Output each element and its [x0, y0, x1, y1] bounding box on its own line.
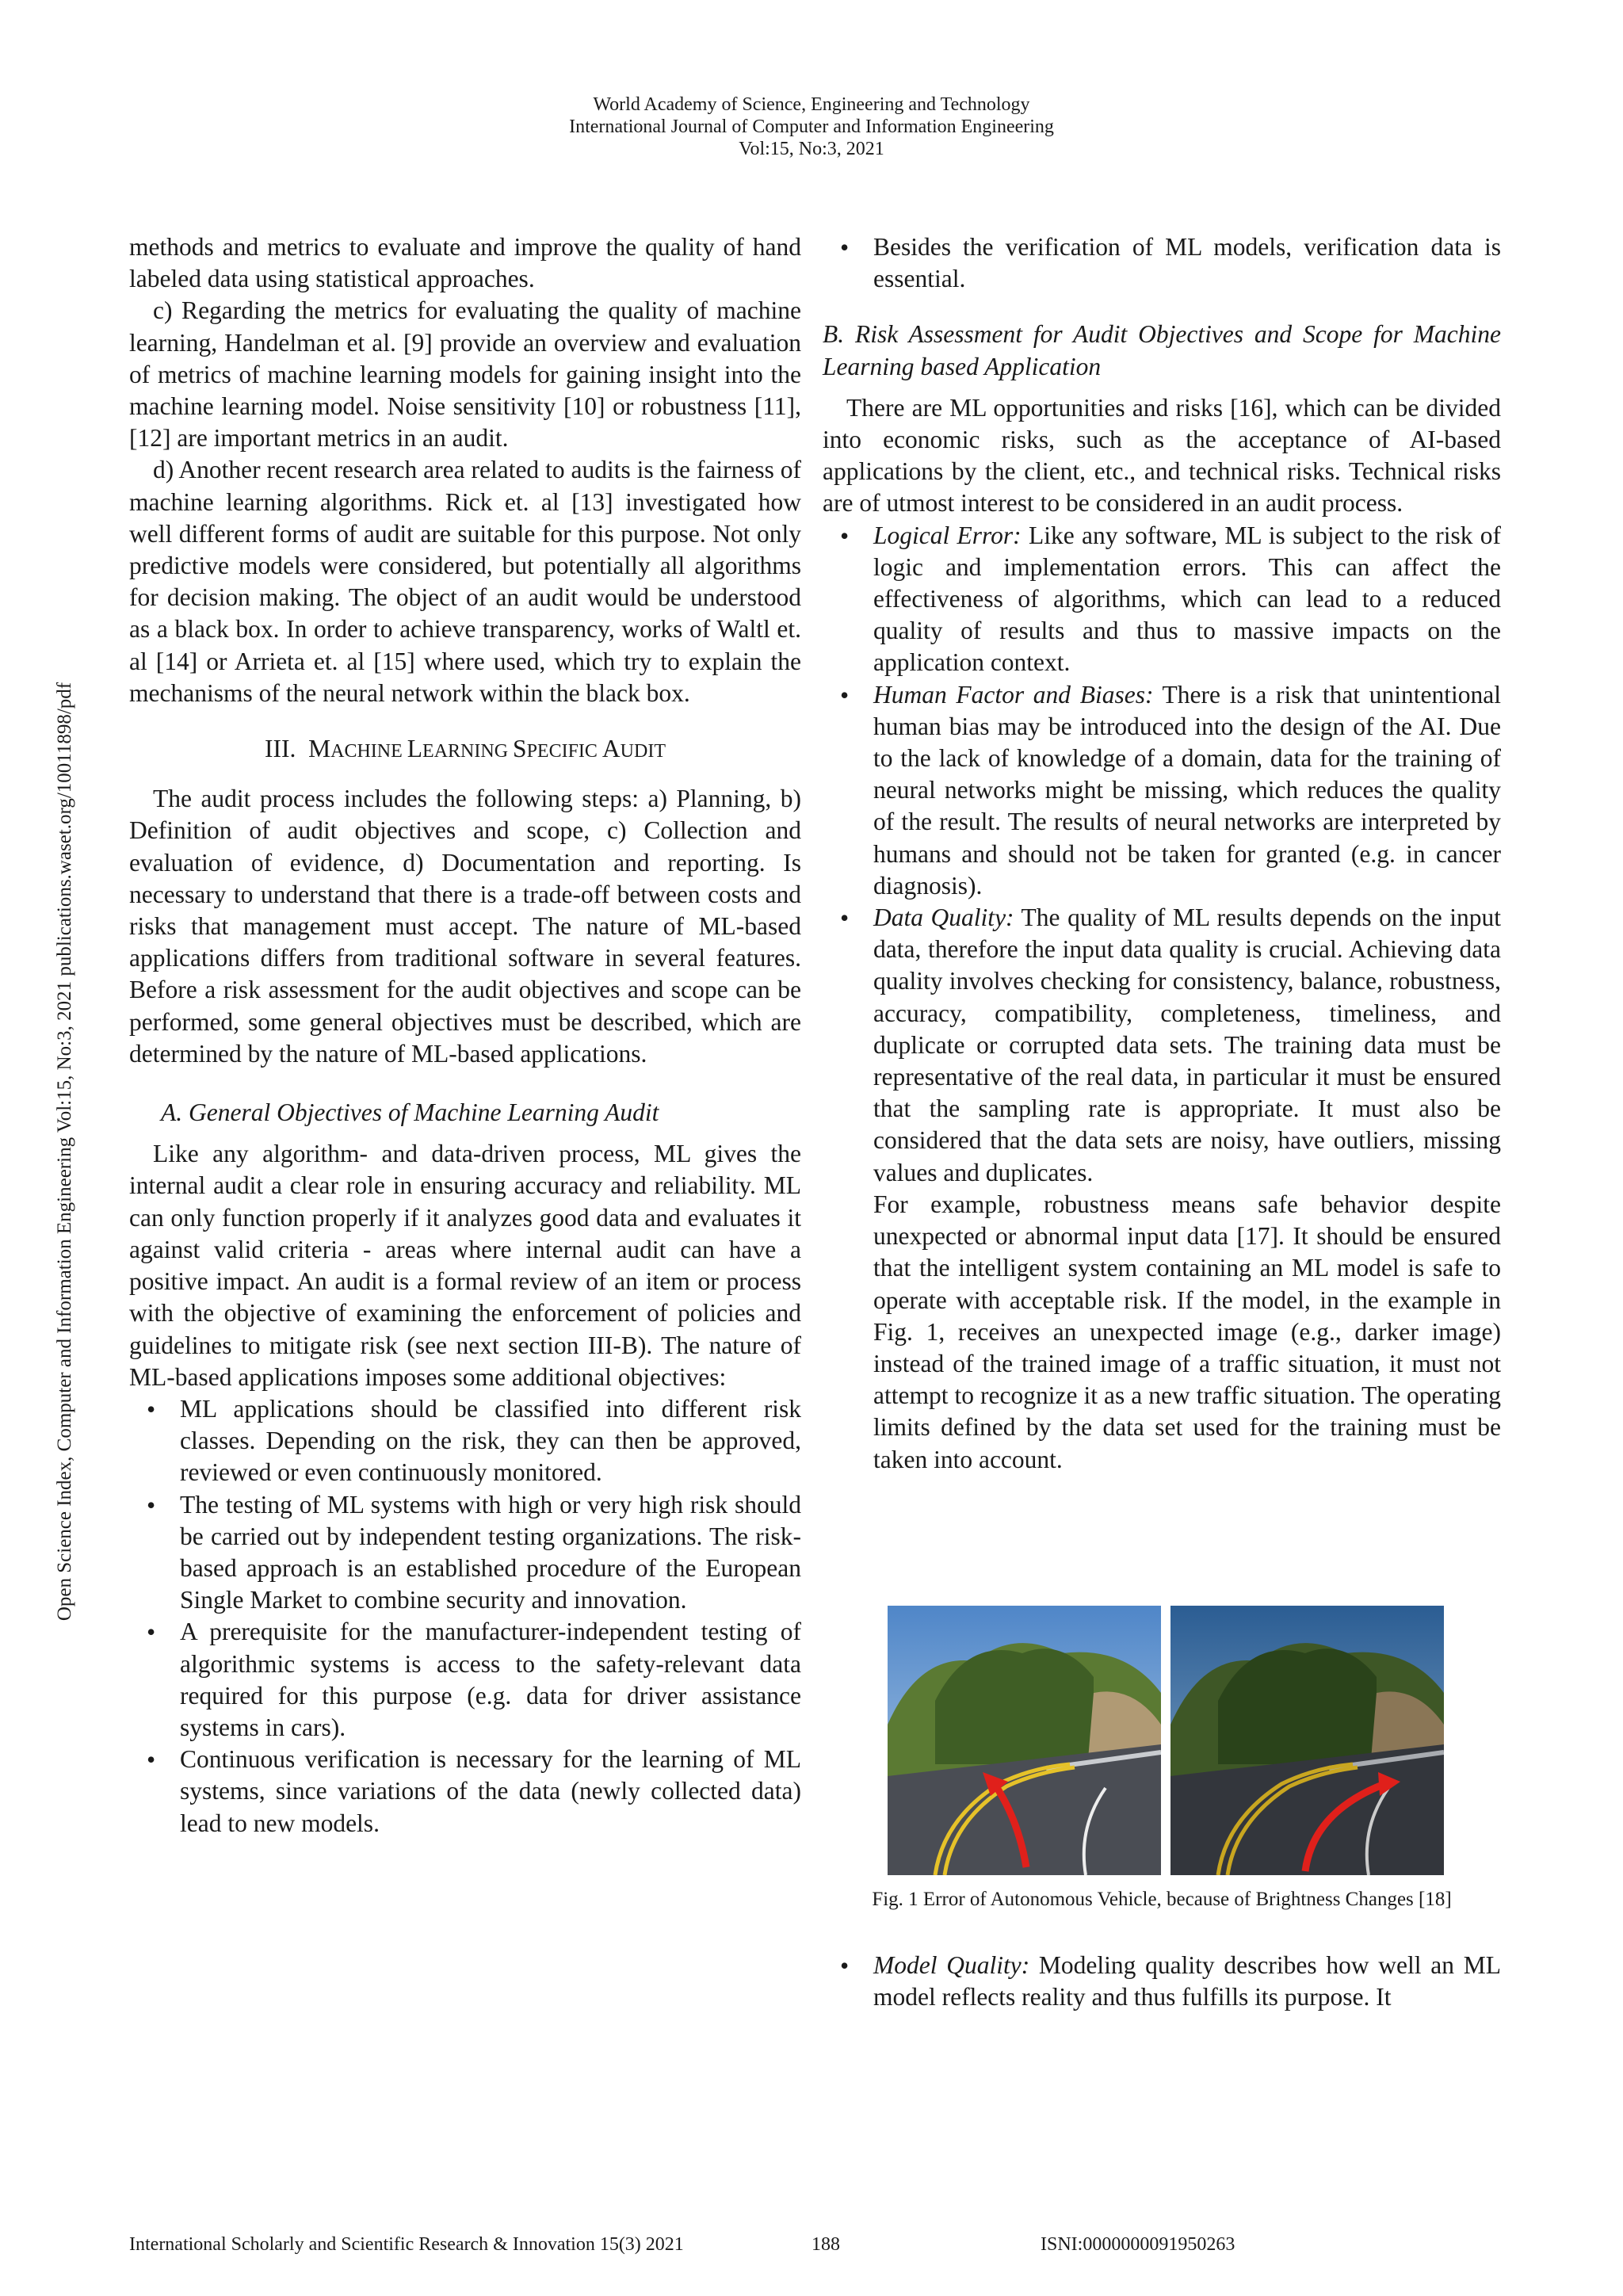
right-column: [823, 231, 1501, 1476]
figure-1: [888, 1606, 1450, 1875]
page-number: 188: [812, 2234, 840, 2255]
paragraph: The audit process includes the following steps: a) Planning, b) Definition of audit objectives and scope, c) Collection and evaluation of evidence, d) Documentation and reporting. Is necessary to understand that there is a trade-off between costs and risks that management must accept. The nature of ML-based applications differs from traditional software in several features. Before a risk assessment for the audit objectives and scope can be performed, some general objectives must be described, which are determined by the nature of ML-based applications.: [129, 785, 801, 1068]
list-item: • Model Quality: Modeling quality describes how well an ML model reflects reality and thus fulfills its purpose. It: [823, 1950, 1501, 2013]
bullet-list: [823, 520, 1501, 1476]
bullet-list: [129, 1393, 801, 1839]
bullet-list: [823, 1950, 1501, 2013]
section-heading: III. MACHINE LEARNING SPECIFIC AUDIT: [265, 735, 666, 763]
list-item: • Besides the verification of ML models, verification data is essential.: [823, 231, 1501, 295]
item-title: Data Quality:: [873, 904, 1014, 932]
list-item: • ML applications should be classified into different risk classes. Depending on the risk, they can then be approved, reviewed or even continuously monitored.: [129, 1393, 801, 1489]
subsection-heading: B. Risk Assessment for Audit Objectives and Scope for Machine Learning based Application: [823, 320, 1501, 380]
road-photo-dark: [1170, 1606, 1444, 1875]
sidebar-citation: Open Science Index, Computer and Information Engineering Vol:15, No:3, 2021 publications.waset.org/10011898/pdf: [54, 682, 75, 1622]
footer-journal: International Scholarly and Scientific Research & Innovation 15(3) 2021: [129, 2234, 684, 2255]
list-item: • Logical Error: Like any software, ML is subject to the risk of logic and implementation errors. This can affect the effectiveness of algorithms, which can lead to a reduced quality of results and thus to massive impacts on the application context.: [823, 520, 1501, 679]
figure-caption: Fig. 1 Error of Autonomous Vehicle, because of Brightness Changes [18]: [872, 1889, 1452, 1910]
bullet-list: [823, 231, 1501, 295]
paragraph: methods and metrics to evaluate and improve the quality of hand labeled data using statistical approaches.: [129, 233, 801, 293]
subsection-heading: A. General Objectives of Machine Learning Audit: [161, 1098, 659, 1127]
footer-isni: ISNI:0000000091950263: [1041, 2234, 1235, 2255]
header-line-1: World Academy of Science, Engineering and Technology: [593, 94, 1030, 115]
left-column: [129, 231, 801, 1839]
paragraph: Like any algorithm- and data-driven process, ML gives the internal audit a clear role in ensuring accuracy and reliability. ML can only function properly if it analyzes good data and evaluates it against valid criteria - areas where internal audit can have a positive impact. An audit is a formal review of an item or process with the objective of examining the enforcement of policies and guidelines to mitigate risk (see next section III-B). The nature of ML-based applications imposes some additional objectives:: [129, 1140, 801, 1391]
item-title: Model Quality:: [873, 1951, 1030, 1979]
section-number: III.: [265, 735, 296, 763]
header-line-3: Vol:15, No:3, 2021: [739, 139, 884, 159]
paragraph: c) Regarding the metrics for evaluating the quality of machine learning, Handelman et al. [9] provide an overview and evaluation of metrics of machine learning models for gaining insight into the machine learning model. Noise sensitivity [10] or robustness [11], [12] are important metrics in an audit.: [129, 296, 801, 453]
item-title: Human Factor and Biases:: [873, 680, 1154, 709]
list-item: • Human Factor and Biases: There is a risk that unintentional human bias may be introduced into the design of the AI. Due to the lack of knowledge of a domain, data for the training of neural networks might be missing, which reduces the quality of the result. The results of neural networks are interpreted by humans and should not be taken for granted (e.g. in cancer diagnosis).: [823, 679, 1501, 902]
list-item: • Data Quality: The quality of ML results depends on the input data, therefore the input data quality is crucial. Achieving data quality involves checking for consistency, balance, robustness, accuracy, compatibility, completeness, timeliness, and duplicate or corrupted data sets. The training data must be representative of the real data, in particular it must be ensured that the sampling rate is appropriate. It must also be considered that the data sets are noisy, have outliers, missing values and duplicates. For example, robustness means safe behavior despite unexpected or abnormal input data [17]. It should be ensured that the intelligent system containing an ML model is safe to operate with acceptable risk. If the model, in the example in Fig. 1, receives an unexpected image (e.g., darker image) instead of the trained image of a traffic situation, it must not attempt to recognize it as a new traffic situation. The operating limits defined by the data set used for the training must be taken into account.: [823, 902, 1501, 1476]
journal-header: [0, 94, 1623, 160]
paragraph: d) Another recent research area related to audits is the fairness of machine learning algorithms. Rick et. al [13] investigated how well different forms of audit are suitable for this purpose. Not only predictive models were considered, but potentially all algorithms for decision making. The object of an audit would be understood as a black box. In order to achieve transparency, works of Waltl et. al [14] or Arrieta et. al [15] where used, which try to explain the mechanisms of the neural network within the black box.: [129, 456, 801, 707]
list-item: • Continuous verification is necessary for the learning of ML systems, since variations of the data (newly collected data) lead to new models.: [129, 1744, 801, 1839]
list-item: • A prerequisite for the manufacturer-independent testing of algorithmic systems is access to the safety-relevant data required for this purpose (e.g. data for driver assistance systems in cars).: [129, 1616, 801, 1744]
header-line-2: International Journal of Computer and Information Engineering: [569, 117, 1054, 137]
item-title: Logical Error:: [873, 521, 1022, 549]
paragraph: There are ML opportunities and risks [16], which can be divided into economic risks, such as the acceptance of AI-based applications by the client, etc., and technical risks. Technical risks are of utmost interest to be considered in an audit process.: [823, 393, 1501, 518]
road-photo-bright: [888, 1606, 1161, 1875]
list-item: • The testing of ML systems with high or very high risk should be carried out by independent testing organizations. The risk-based approach is an established procedure of the European Single Market to combine security and innovation.: [129, 1489, 801, 1617]
right-column-continued: [823, 1950, 1501, 2013]
item-continuation: For example, robustness means safe behavior despite unexpected or abnormal input data [17]. It should be ensured that the intelligent system containing an ML model is safe to operate with acceptable risk. If the model, in the example in Fig. 1, receives an unexpected image (e.g., darker image) instead of the trained image of a traffic situation, it must not attempt to recognize it as a new traffic situation. The operating limits defined by the data set used for the training must be taken into account.: [873, 1190, 1501, 1473]
